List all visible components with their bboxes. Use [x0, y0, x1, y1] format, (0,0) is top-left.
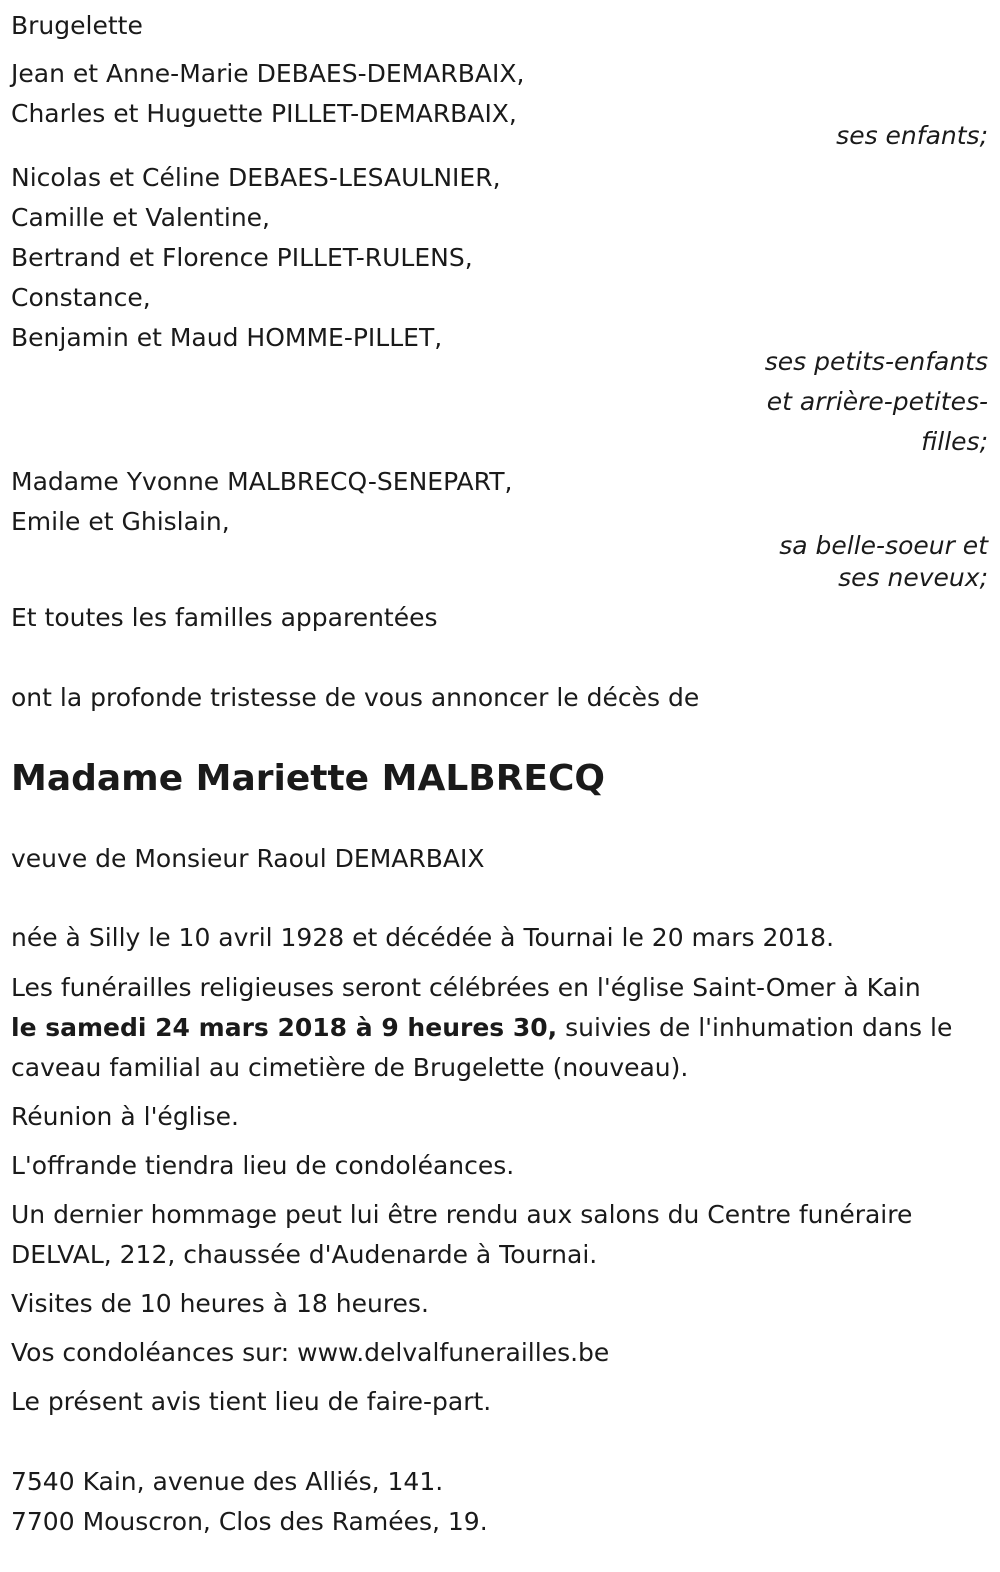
visits-line: Visites de 10 heures à 18 heures. [11, 1289, 429, 1318]
funeral-line: caveau familial au cimetière de Brugelette (nouveau). [11, 1053, 689, 1082]
condolences-line: Vos condoléances sur: www.delvalfunerailles.be [11, 1338, 610, 1367]
funeral-line [11, 1008, 991, 1048]
addresses-section [11, 1462, 991, 1542]
grandchild-line: Benjamin et Maud HOMME-PILLET, [11, 323, 443, 352]
address-line: 7700 Mouscron, Clos des Ramées, 19. [11, 1507, 488, 1536]
tribute-paragraph [11, 1195, 991, 1275]
funeral-paragraph [11, 968, 991, 1088]
tribute-line: Un dernier hommage peut lui être rendu aux salons du Centre funéraire [11, 1200, 913, 1229]
tribute-line: DELVAL, 212, chaussée d'Audenarde à Tournai. [11, 1240, 598, 1269]
children-section [11, 54, 991, 156]
grandchild-line: Bertrand et Florence PILLET-RULENS, [11, 243, 473, 272]
grandchildren-section [11, 158, 991, 462]
child-line: Jean et Anne-Marie DEBAES-DEMARBAIX, [11, 59, 525, 88]
widow-of-line: veuve de Monsieur Raoul DEMARBAIX [11, 844, 485, 873]
town-heading: Brugelette [11, 11, 143, 40]
grandchild-line: Constance, [11, 283, 151, 312]
address-line: 7540 Kain, avenue des Alliés, 141. [11, 1467, 444, 1496]
grandchildren-relation: ses petits-enfants [764, 347, 988, 376]
funeral-date: le samedi 24 mars 2018 à 9 heures 30, [11, 1013, 558, 1042]
in-law-line: Madame Yvonne MALBRECQ-SENEPART, [11, 467, 513, 496]
funeral-line: Les funérailles religieuses seront célébrées en l'église Saint-Omer à Kain [11, 973, 921, 1002]
offering-line: L'offrande tiendra lieu de condoléances. [11, 1151, 515, 1180]
deceased-name: Madame Mariette MALBRECQ [11, 758, 606, 799]
child-line: Charles et Huguette PILLET-DEMARBAIX, [11, 99, 517, 128]
families-line: Et toutes les familles apparentées [11, 603, 438, 632]
announcement-line: ont la profonde tristesse de vous annoncer le décès de [11, 683, 700, 712]
children-relation: ses enfants; [836, 121, 988, 150]
grandchild-line: Nicolas et Céline DEBAES-LESAULNIER, [11, 163, 501, 192]
funeral-line-rest: suivies de l'inhumation dans le [557, 1013, 953, 1042]
grandchild-line: Camille et Valentine, [11, 203, 270, 232]
meeting-line: Réunion à l'église. [11, 1102, 239, 1131]
in-laws-relation: ses neveux; [838, 563, 988, 592]
in-law-line: Emile et Ghislain, [11, 507, 230, 536]
grandchildren-relation: filles; [921, 427, 988, 456]
notice-line: Le présent avis tient lieu de faire-part. [11, 1387, 492, 1416]
birth-death-line: née à Silly le 10 avril 1928 et décédée à Tournai le 20 mars 2018. [11, 923, 835, 952]
obituary-notice [11, 6, 991, 1542]
in-laws-relation: sa belle-soeur et [779, 531, 988, 560]
grandchildren-relation: et arrière-petites- [766, 387, 988, 416]
in-laws-section [11, 462, 991, 598]
